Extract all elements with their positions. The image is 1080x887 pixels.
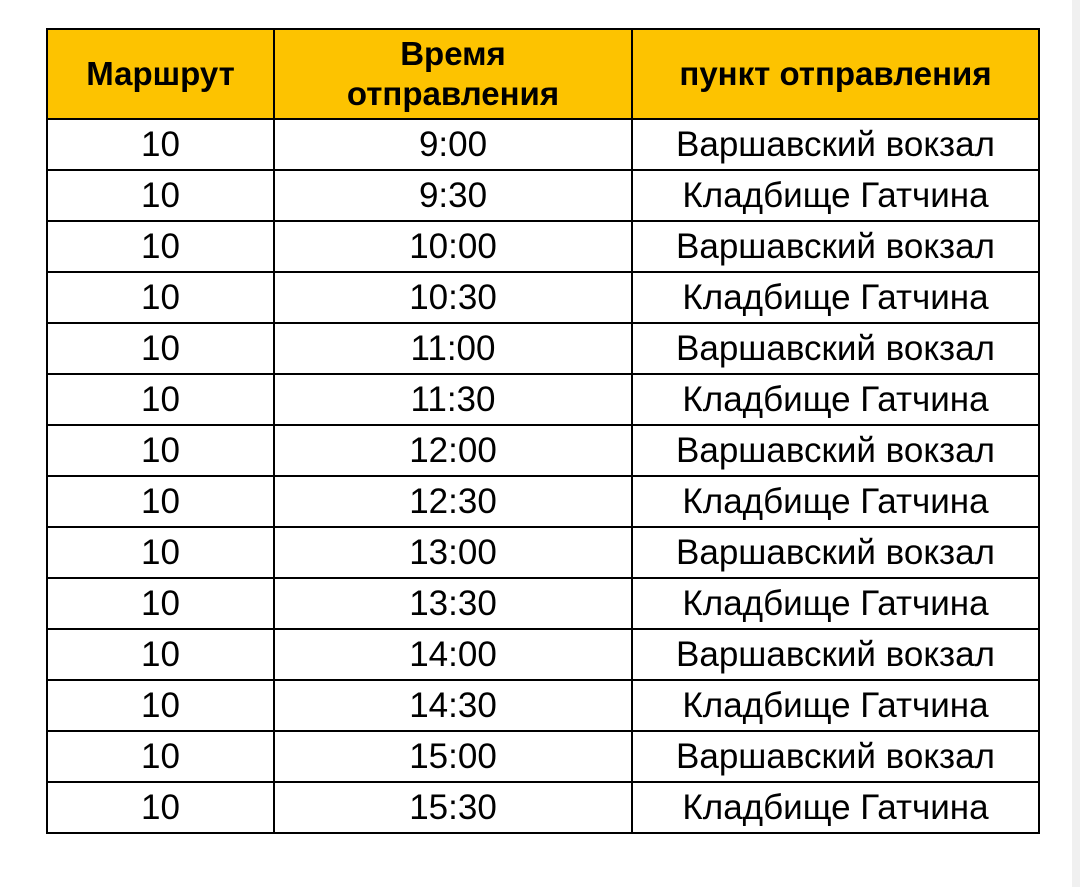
cell-point: Варшавский вокзал [632,119,1039,170]
cell-route: 10 [47,374,274,425]
cell-route: 10 [47,578,274,629]
cell-time: 12:00 [274,425,632,476]
cell-route: 10 [47,629,274,680]
header-departure-time-label: Время отправления [346,35,560,112]
table-row [47,170,1039,221]
table-row [47,119,1039,170]
page-edge-strip [1072,0,1080,887]
cell-time: 14:30 [274,680,632,731]
cell-time: 9:00 [274,119,632,170]
cell-time: 12:30 [274,476,632,527]
cell-time: 13:30 [274,578,632,629]
cell-point: Кладбище Гатчина [632,170,1039,221]
cell-point: Кладбище Гатчина [632,782,1039,833]
cell-time: 9:30 [274,170,632,221]
table-row [47,221,1039,272]
table-row [47,782,1039,833]
cell-route: 10 [47,323,274,374]
cell-route: 10 [47,476,274,527]
cell-point: Кладбище Гатчина [632,680,1039,731]
cell-time: 15:00 [274,731,632,782]
header-departure-time [274,29,632,119]
cell-point: Варшавский вокзал [632,629,1039,680]
cell-point: Кладбище Гатчина [632,476,1039,527]
table-row [47,731,1039,782]
header-departure-point: пункт отправления [632,29,1039,119]
table-row [47,272,1039,323]
cell-time: 15:30 [274,782,632,833]
cell-time: 13:00 [274,527,632,578]
cell-point: Варшавский вокзал [632,221,1039,272]
cell-point: Варшавский вокзал [632,425,1039,476]
header-route: Маршрут [47,29,274,119]
cell-route: 10 [47,527,274,578]
cell-route: 10 [47,425,274,476]
cell-route: 10 [47,170,274,221]
table-header [47,29,1039,119]
cell-point: Варшавский вокзал [632,527,1039,578]
cell-point: Кладбище Гатчина [632,578,1039,629]
header-row [47,29,1039,119]
cell-route: 10 [47,272,274,323]
table-row [47,476,1039,527]
table-row [47,323,1039,374]
table-row [47,680,1039,731]
cell-route: 10 [47,119,274,170]
table-row [47,527,1039,578]
table-row [47,374,1039,425]
cell-point: Кладбище Гатчина [632,374,1039,425]
cell-time: 10:00 [274,221,632,272]
cell-time: 10:30 [274,272,632,323]
cell-route: 10 [47,731,274,782]
cell-route: 10 [47,782,274,833]
schedule-table [46,28,1040,834]
cell-time: 11:00 [274,323,632,374]
table-row [47,425,1039,476]
table-row [47,578,1039,629]
cell-point: Кладбище Гатчина [632,272,1039,323]
cell-route: 10 [47,221,274,272]
cell-time: 11:30 [274,374,632,425]
cell-route: 10 [47,680,274,731]
cell-point: Варшавский вокзал [632,323,1039,374]
cell-time: 14:00 [274,629,632,680]
table-body [47,119,1039,833]
table-row [47,629,1039,680]
cell-point: Варшавский вокзал [632,731,1039,782]
